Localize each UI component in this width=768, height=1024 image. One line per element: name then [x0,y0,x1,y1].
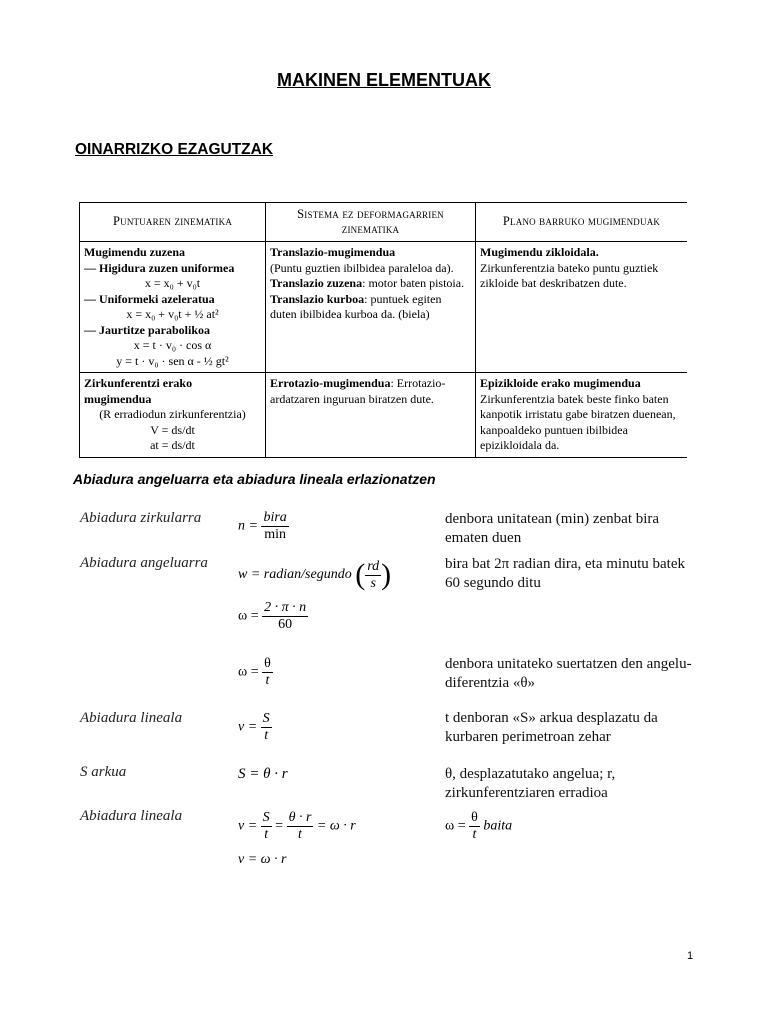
page-number: 1 [687,950,694,962]
formula: at = ds/dt [150,438,195,452]
fraction-numerator: S [262,810,270,825]
fraction-numerator: θ · r [288,810,312,825]
cell-heading: — Uniformeki azeleratua [84,291,215,306]
page-title: MAKINEN ELEMENTUAK [277,70,491,90]
formula-lhs: w = [238,567,261,583]
cell-heading: Translazio-mugimendua [270,245,396,259]
formula-omega-baita [445,810,512,843]
cell-text: : motor baten pistoia. [362,276,465,290]
formula-lhs: ω = [445,818,466,834]
cell-heading: Translazio kurboa [270,291,365,306]
desc-s-arc: θ, desplazatutako angelua; r, zirkunferentziaren erradioa [445,766,616,801]
formula-rhs: = ω · r [316,818,356,834]
fraction-numerator: θ [264,656,271,671]
fraction-denominator: t [264,728,269,743]
subheading: Abiadura angeluarra eta abiadura lineala erlazionatzen [73,471,436,487]
desc-angular-speed: bira bat 2π radian dira, eta minutu batek 60 segundo ditu [445,556,685,591]
fraction-numerator: S [262,711,270,726]
fraction-denominator: t [264,827,269,842]
formula-text: radian [263,567,302,583]
cell-heading: — Jaurtitze parabolikoa [84,322,210,337]
cell-heading: Translazio zuzena [270,276,363,290]
formula-lhs: v = [238,818,258,834]
formula-circular-speed [238,510,289,543]
label-angular-speed: Abiadura angeluarra [80,555,208,571]
table-cell [80,373,266,458]
formula-lhs: ω = [238,608,259,624]
fraction-numerator: θ [471,810,478,825]
table-cell [476,242,688,373]
fraction-denominator: t [472,827,477,842]
formula-v-omega-r: v = ω · r [238,852,287,867]
column-header: Plano barruko mugimenduak [476,203,688,242]
column-header: Sistema ez deformagarrien zinematika [266,203,476,242]
fraction-denominator: s [370,575,376,591]
desc-circular-speed: denbora unitatean (min) zenbat bira ematen duen [445,511,660,546]
formula-omega-n [238,600,308,633]
fraction-numerator: bira [263,510,287,525]
kinematics-table [79,202,687,460]
cell-text: Zirkunferentzia bateko puntu guztiek zikloide bat deskribatzen dute. [480,260,659,290]
table-cell [266,373,476,458]
formula: x = x₀ + v₀t + ½ at² [126,307,219,321]
fraction-numerator: 2 · π · n [264,600,307,615]
cell-text: : puntuek egiten duten ibilbidea kurboa da. (biela) [270,291,442,321]
fraction-numerator: rd [367,558,380,574]
formula: y = t · v₀ · sen α - ½ gt² [116,353,229,368]
desc-linear-speed: t denboran «S» arkua desplazatu da kurbaren perimetroan zehar [445,710,658,745]
cell-heading: Errotazio-mugimendua [270,376,391,390]
formula-lhs: v = [238,719,258,735]
formula-lhs: ω = [238,664,259,680]
label-circular-speed: Abiadura zirkularra [80,510,202,526]
cell-heading: Zirkunferentzi erako mugimendua [84,376,193,406]
cell-text: : Errotazio-ardatzaren inguruan biratzen dute. [270,376,446,406]
table-row [80,373,688,458]
table-cell [266,242,476,373]
formula-s-arc: S = θ · r [238,766,288,782]
table-cell [476,373,688,458]
formula-operator: = [275,818,284,834]
label-s-arc: S arkua [80,764,127,780]
formula: V = ds/dt [150,422,195,437]
cell-heading: Mugimendu zikloidala. [480,245,599,259]
fraction-denominator: 60 [278,617,293,632]
formula-omega-theta [238,656,273,689]
formula-linear-speed-omega [238,810,356,843]
formula-lhs: n = [238,518,258,534]
section-title: OINARRIZKO EZAGUTZAK [75,141,274,158]
formula: x = t · v₀ · cos α [133,338,212,352]
formula-text: segundo [305,567,352,583]
fraction-denominator: t [265,673,270,688]
cell-heading: — Higidura zuzen uniformea [84,260,235,275]
fraction-denominator: t [298,827,302,842]
table-row [80,242,688,373]
label-linear-speed-2: Abiadura lineala [80,808,183,824]
cell-text: (Puntu guztien ibilbidea paraleloa da). [270,260,454,275]
table-cell [80,242,266,373]
column-header: Puntuaren zinematika [80,203,266,242]
formula-rhs: baita [483,818,513,834]
cell-heading: Epizikloide erako mugimendua [480,376,641,390]
cell-text: (R erradiodun zirkunferentzia) [99,407,246,421]
label-linear-speed: Abiadura lineala [80,710,183,726]
formula-angular-speed: w = radian/segundo ( $\frac{rd}{s}$ ) [238,558,392,591]
desc-omega-theta: denbora unitateko suertatzen den angelu-diferentzia «θ» [445,656,692,691]
formula-linear-speed [238,711,272,744]
formula: x = x₀ + v₀t [144,276,201,290]
table-header-row [80,203,688,242]
cell-heading: Mugimendu zuzena [84,245,186,259]
cell-text: Zirkunferentzia batek beste finko baten kanpotik irristatu gabe biratzen duenean, kanpoaldeko puntuen ibilbidea epizikloidala da. [480,391,676,452]
fraction-denominator: min [264,527,287,542]
